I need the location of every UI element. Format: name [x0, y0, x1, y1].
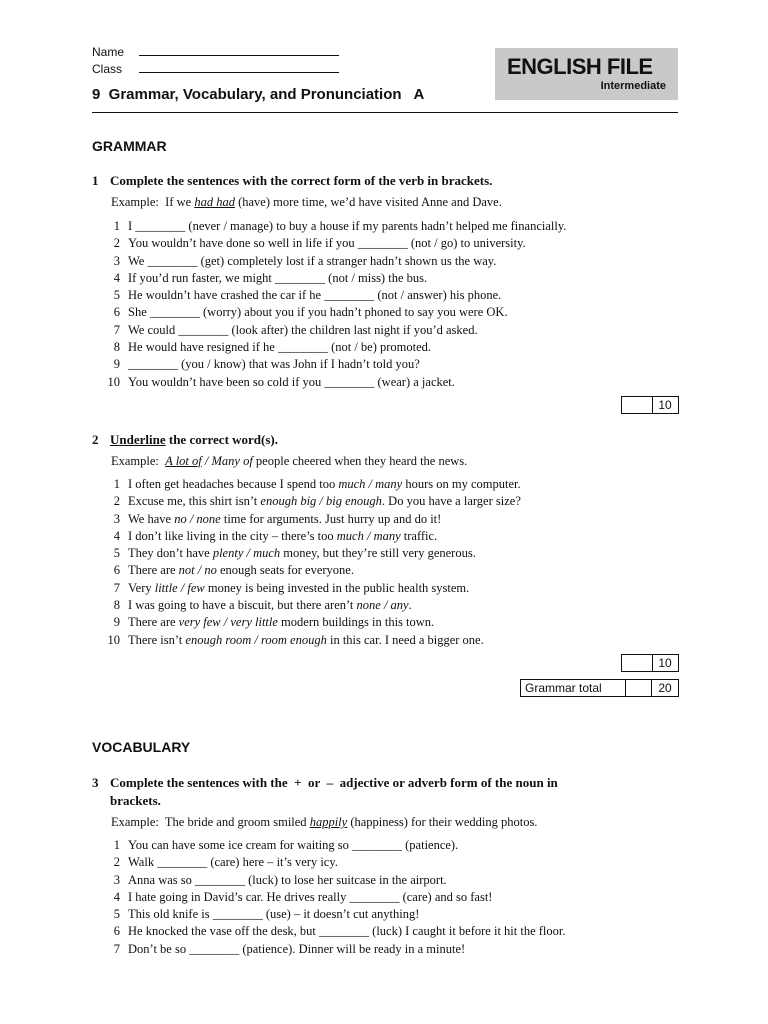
q1-item-text[interactable]: I ________ (never / manage) to buy a house if my parents hadn’t helped me financially. — [128, 219, 567, 233]
q1-item — [100, 304, 566, 321]
q3-item-text[interactable]: Walk ________ (care) here – it’s very icy. — [128, 855, 338, 870]
q2-item-number: 9 — [113, 615, 120, 630]
q1-score-entry[interactable] — [622, 397, 653, 413]
q1-number: 1 — [92, 173, 99, 188]
q2-item-post: money is being invested in the public health system. — [204, 580, 470, 595]
q1-item-number: 6 — [113, 305, 120, 320]
q1-item-text[interactable]: We could ________ (look after) the children last night if you’d asked. — [128, 322, 478, 337]
q1-item-number: 2 — [113, 236, 120, 251]
q2-instruction — [92, 431, 672, 449]
q2-item-post: . Do you have a larger size? — [381, 494, 521, 509]
q2-item-options[interactable]: very few / very little — [178, 615, 278, 630]
q3-item — [100, 906, 566, 923]
q1-item-text[interactable]: He wouldn’t have crashed the car if he ________ (not / answer) his phone. — [128, 288, 502, 303]
q2-item-options[interactable]: much / many — [338, 477, 403, 491]
q2-item — [100, 511, 521, 528]
q2-item-options[interactable]: no / none — [174, 511, 221, 526]
q2-item-pre: There isn’t — [128, 632, 186, 647]
q1-item — [100, 356, 566, 373]
q3-item — [100, 872, 566, 889]
q2-instruction-underline: Underline — [110, 432, 166, 447]
q3-example-answer: happily — [309, 815, 348, 829]
q2-item-number: 3 — [113, 511, 120, 526]
brand-title: ENGLISH FILE — [507, 54, 653, 79]
q2-item-pre: I don’t like living in the city – there’s too — [128, 528, 337, 543]
q1-item — [100, 235, 566, 252]
q1-item-number: 10 — [107, 374, 120, 389]
q2-item-pre: There are — [128, 615, 179, 630]
q2-item — [100, 545, 521, 562]
q2-item — [100, 597, 521, 614]
q2-item — [100, 562, 521, 579]
q2-item — [100, 580, 521, 597]
q2-item-pre: They don’t have — [128, 546, 213, 561]
q1-score-max: 10 — [658, 398, 672, 412]
q3-item-text[interactable]: He knocked the vase off the desk, but ________ (luck) I caught it before it hit the floor. — [128, 924, 566, 939]
q2-item-number: 7 — [113, 580, 120, 595]
q1-item — [100, 270, 566, 287]
grammar-heading: GRAMMAR — [92, 138, 167, 154]
q1-item — [100, 253, 566, 270]
q2-example-answer: A lot of — [165, 454, 202, 468]
q3-item — [100, 923, 566, 940]
q2-scorebox — [621, 654, 679, 672]
q1-item-number: 5 — [113, 288, 120, 303]
q3-item-number: 3 — [113, 872, 120, 887]
q2-example — [111, 454, 467, 469]
q1-item-text[interactable]: You wouldn’t have done so well in life if you ________ (not / go) to university. — [128, 236, 526, 251]
q2-item — [100, 528, 521, 545]
q2-item-pre: I was going to have a biscuit, but there aren’t — [128, 598, 357, 613]
q3-item-number: 7 — [113, 941, 120, 956]
q3-item-text[interactable]: I hate going in David’s car. He drives really ________ (care) and so fast! — [128, 889, 493, 904]
q3-example-prefix: Example: The bride and groom smiled — [111, 815, 310, 829]
q1-item-text[interactable]: He would have resigned if he ________ (not / be) promoted. — [128, 340, 432, 355]
q1-instruction-text: Complete the sentences with the correct form of the verb in brackets. — [110, 173, 493, 188]
q2-item — [100, 493, 521, 510]
header-rule — [92, 112, 678, 113]
q3-item-text[interactable]: Don’t be so ________ (patience). Dinner will be ready in a minute! — [128, 941, 466, 956]
q1-item-text[interactable]: We ________ (get) completely lost if a stranger hadn’t shown us the way. — [128, 253, 497, 268]
vocabulary-heading: VOCABULARY — [92, 739, 191, 755]
q3-instruction-line1: Complete the sentences with the + or – adjective or adverb form of the noun in — [110, 775, 558, 790]
q2-item-number: 4 — [113, 528, 120, 543]
page-title: 9 Grammar, Vocabulary, and Pronunciation A — [92, 86, 425, 103]
q2-example-suffix: people cheered when they heard the news. — [252, 454, 468, 468]
grammar-total-label: Grammar total — [521, 680, 626, 696]
q3-item — [100, 941, 566, 958]
q3-instruction-line2: brackets. — [110, 793, 161, 808]
q2-example-option: Many of — [211, 454, 253, 468]
q1-example-suffix: (have) more time, we’d have visited Anne and Dave. — [234, 195, 502, 209]
q1-item-number: 7 — [113, 322, 120, 337]
q3-item-text[interactable]: You can have some ice cream for waiting so ________ (patience). — [128, 838, 459, 852]
q3-item-number: 4 — [113, 889, 120, 904]
q2-item-number: 2 — [113, 494, 120, 509]
q3-items — [100, 837, 566, 958]
q1-item — [100, 322, 566, 339]
q1-scorebox — [621, 396, 679, 414]
q1-item — [100, 287, 566, 304]
q3-item-text[interactable]: Anna was so ________ (luck) to lose her suitcase in the airport. — [128, 872, 447, 887]
q2-item-post: in this car. I need a bigger one. — [326, 632, 484, 647]
q2-item-number: 8 — [113, 598, 120, 613]
q2-item-options[interactable]: plenty / much — [212, 546, 281, 561]
q3-example — [111, 815, 537, 830]
q3-item — [100, 854, 566, 871]
name-field — [92, 45, 339, 59]
q2-item-pre: We have — [128, 511, 175, 526]
q2-item-pre: Excuse me, this shirt isn’t — [128, 494, 261, 509]
q2-example-sep: / — [201, 454, 212, 468]
class-line[interactable] — [139, 62, 339, 73]
q1-item — [100, 374, 566, 391]
q3-item-number: 5 — [113, 907, 120, 922]
brand-box — [495, 48, 678, 100]
q2-item-options[interactable]: not / no — [178, 563, 217, 578]
q2-item-options[interactable]: none / any — [356, 598, 409, 613]
q1-item-text[interactable]: If you’d run faster, we might ________ (not / miss) the bus. — [128, 270, 428, 285]
q3-number: 3 — [92, 775, 99, 790]
class-label: Class — [92, 62, 123, 76]
q2-item — [100, 632, 521, 649]
q2-item-number: 10 — [107, 632, 120, 647]
grammar-total-entry[interactable] — [625, 680, 652, 696]
brand-subtitle: Intermediate — [600, 80, 666, 92]
q2-item-number: 5 — [113, 546, 120, 561]
q3-item-text[interactable]: This old knife is ________ (use) – it doesn’t cut anything! — [128, 907, 420, 922]
q1-item-text[interactable]: You wouldn’t have been so cold if you ________ (wear) a jacket. — [128, 374, 455, 389]
q2-instruction-rest: the correct word(s). — [165, 432, 279, 447]
q2-item-options[interactable]: much / many — [336, 528, 401, 543]
q1-item-number: 3 — [113, 253, 120, 268]
q2-item-pre: Very — [128, 580, 155, 595]
q2-item-post: modern buildings in this town. — [277, 615, 435, 630]
q2-item — [100, 476, 521, 493]
q3-example-suffix: (happiness) for their wedding photos. — [347, 815, 538, 829]
q2-item-pre: There are — [128, 563, 179, 578]
q2-item-pre: I often get headaches because I spend too — [128, 477, 339, 491]
q2-item-number: 1 — [113, 477, 120, 491]
q3-item-number: 1 — [113, 838, 120, 852]
q1-item — [100, 218, 566, 235]
q3-instruction — [92, 774, 672, 810]
q3-item — [100, 889, 566, 906]
q1-item-text[interactable]: ________ (you / know) that was John if I hadn’t told you? — [128, 357, 420, 372]
q1-item-number: 9 — [113, 357, 120, 372]
q2-item-options[interactable]: enough room / room enough — [185, 632, 327, 647]
q2-item-options[interactable]: little / few — [154, 580, 205, 595]
q1-item-number: 1 — [113, 219, 120, 233]
q1-item — [100, 339, 566, 356]
q3-item-number: 2 — [113, 855, 120, 870]
q1-example-answer: had had — [194, 195, 235, 209]
q2-item-options[interactable]: enough big / big enough — [260, 494, 382, 509]
q2-score-max: 10 — [658, 656, 672, 670]
q3-item — [100, 837, 566, 854]
q1-item-text[interactable]: She ________ (worry) about you if you hadn’t phoned to say you were OK. — [128, 305, 508, 320]
q1-item-number: 4 — [113, 270, 120, 285]
q2-item-post: time for arguments. Just hurry up and do it! — [220, 511, 442, 526]
q2-score-entry[interactable] — [622, 655, 653, 671]
q2-item-post: money, but they’re still very generous. — [280, 546, 476, 561]
q1-item-number: 8 — [113, 340, 120, 355]
q1-instruction — [92, 172, 672, 190]
q2-item-number: 6 — [113, 563, 120, 578]
q1-items — [100, 218, 566, 391]
grammar-total-max: 20 — [658, 681, 672, 695]
q1-example-prefix: Example: If we — [111, 195, 195, 209]
q2-item-post: traffic. — [400, 528, 438, 543]
q2-item — [100, 614, 521, 631]
q3-item-number: 6 — [113, 924, 120, 939]
grammar-total-box — [520, 679, 679, 697]
q2-items — [100, 476, 521, 649]
q1-example — [111, 195, 502, 210]
q2-number: 2 — [92, 432, 99, 447]
class-field — [92, 62, 339, 76]
name-label: Name — [92, 45, 125, 59]
q2-item-post: enough seats for everyone. — [216, 563, 354, 578]
name-line[interactable] — [139, 45, 339, 56]
q2-example-prefix: Example: — [111, 454, 166, 468]
q2-item-post: . — [408, 598, 412, 613]
q2-item-post: hours on my computer. — [402, 477, 521, 491]
